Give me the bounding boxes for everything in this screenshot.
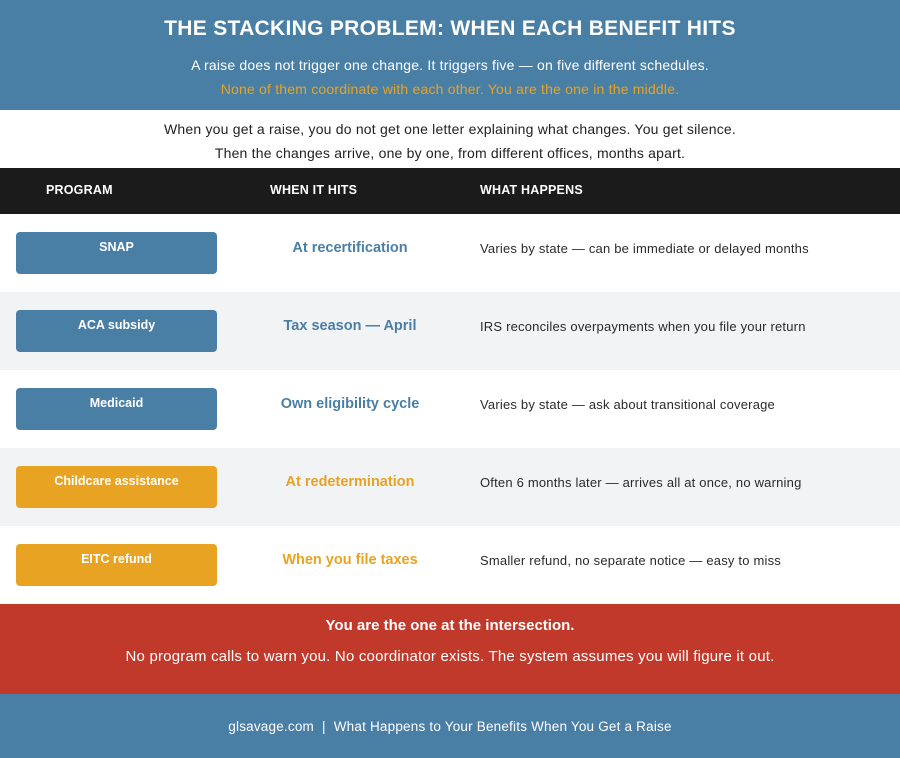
- footer-site-link[interactable]: glsavage.com: [228, 719, 314, 734]
- when-it-hits: At recertification: [292, 240, 408, 256]
- table-row: [0, 370, 900, 448]
- when-it-hits: Tax season — April: [283, 318, 417, 334]
- when-it-hits: When you file taxes: [282, 552, 418, 568]
- program-badge: Medicaid: [16, 388, 217, 430]
- column-header-what: WHAT HAPPENS: [480, 183, 583, 197]
- table-body: [0, 214, 900, 604]
- header-highlight: None of them coordinate with each other. You are the one in the middle.: [220, 81, 680, 97]
- what-happens: Varies by state — can be immediate or delayed months: [480, 241, 809, 256]
- page-title: THE STACKING PROBLEM: WHEN EACH BENEFIT HITS: [164, 17, 736, 40]
- what-happens: Smaller refund, no separate notice — easy to miss: [480, 553, 781, 568]
- when-it-hits: At redetermination: [285, 474, 415, 490]
- callout-heading: You are the one at the intersection.: [325, 617, 575, 634]
- table-row: [0, 292, 900, 370]
- when-it-hits: Own eligibility cycle: [280, 396, 420, 412]
- header-banner: [0, 0, 900, 110]
- table-row: [0, 448, 900, 526]
- warning-callout: [0, 604, 900, 694]
- program-badge: EITC refund: [16, 544, 217, 586]
- table-header: [0, 168, 900, 214]
- table-row: [0, 526, 900, 604]
- column-header-program: PROGRAM: [46, 183, 113, 197]
- footer-separator: |: [322, 719, 326, 734]
- what-happens: IRS reconciles overpayments when you file your return: [480, 319, 806, 334]
- intro-line-1: When you get a raise, you do not get one letter explaining what changes. You get silence.: [164, 121, 736, 137]
- intro-line-2: Then the changes arrive, one by one, from different offices, months apart.: [214, 145, 686, 161]
- program-badge: SNAP: [16, 232, 217, 274]
- program-badge: ACA subsidy: [16, 310, 217, 352]
- header-subtitle: A raise does not trigger one change. It triggers five — on five different schedules.: [191, 57, 709, 73]
- program-badge: Childcare assistance: [16, 466, 217, 508]
- footer: [0, 694, 900, 758]
- table-row: [0, 214, 900, 292]
- what-happens: Varies by state — ask about transitional coverage: [480, 397, 775, 412]
- intro-block: [0, 110, 900, 168]
- callout-body: No program calls to warn you. No coordinator exists. The system assumes you will figure it out.: [125, 648, 775, 665]
- column-header-when: WHEN IT HITS: [270, 183, 358, 197]
- footer-article-title: What Happens to Your Benefits When You Get a Raise: [333, 719, 672, 734]
- what-happens: Often 6 months later — arrives all at once, no warning: [480, 475, 802, 490]
